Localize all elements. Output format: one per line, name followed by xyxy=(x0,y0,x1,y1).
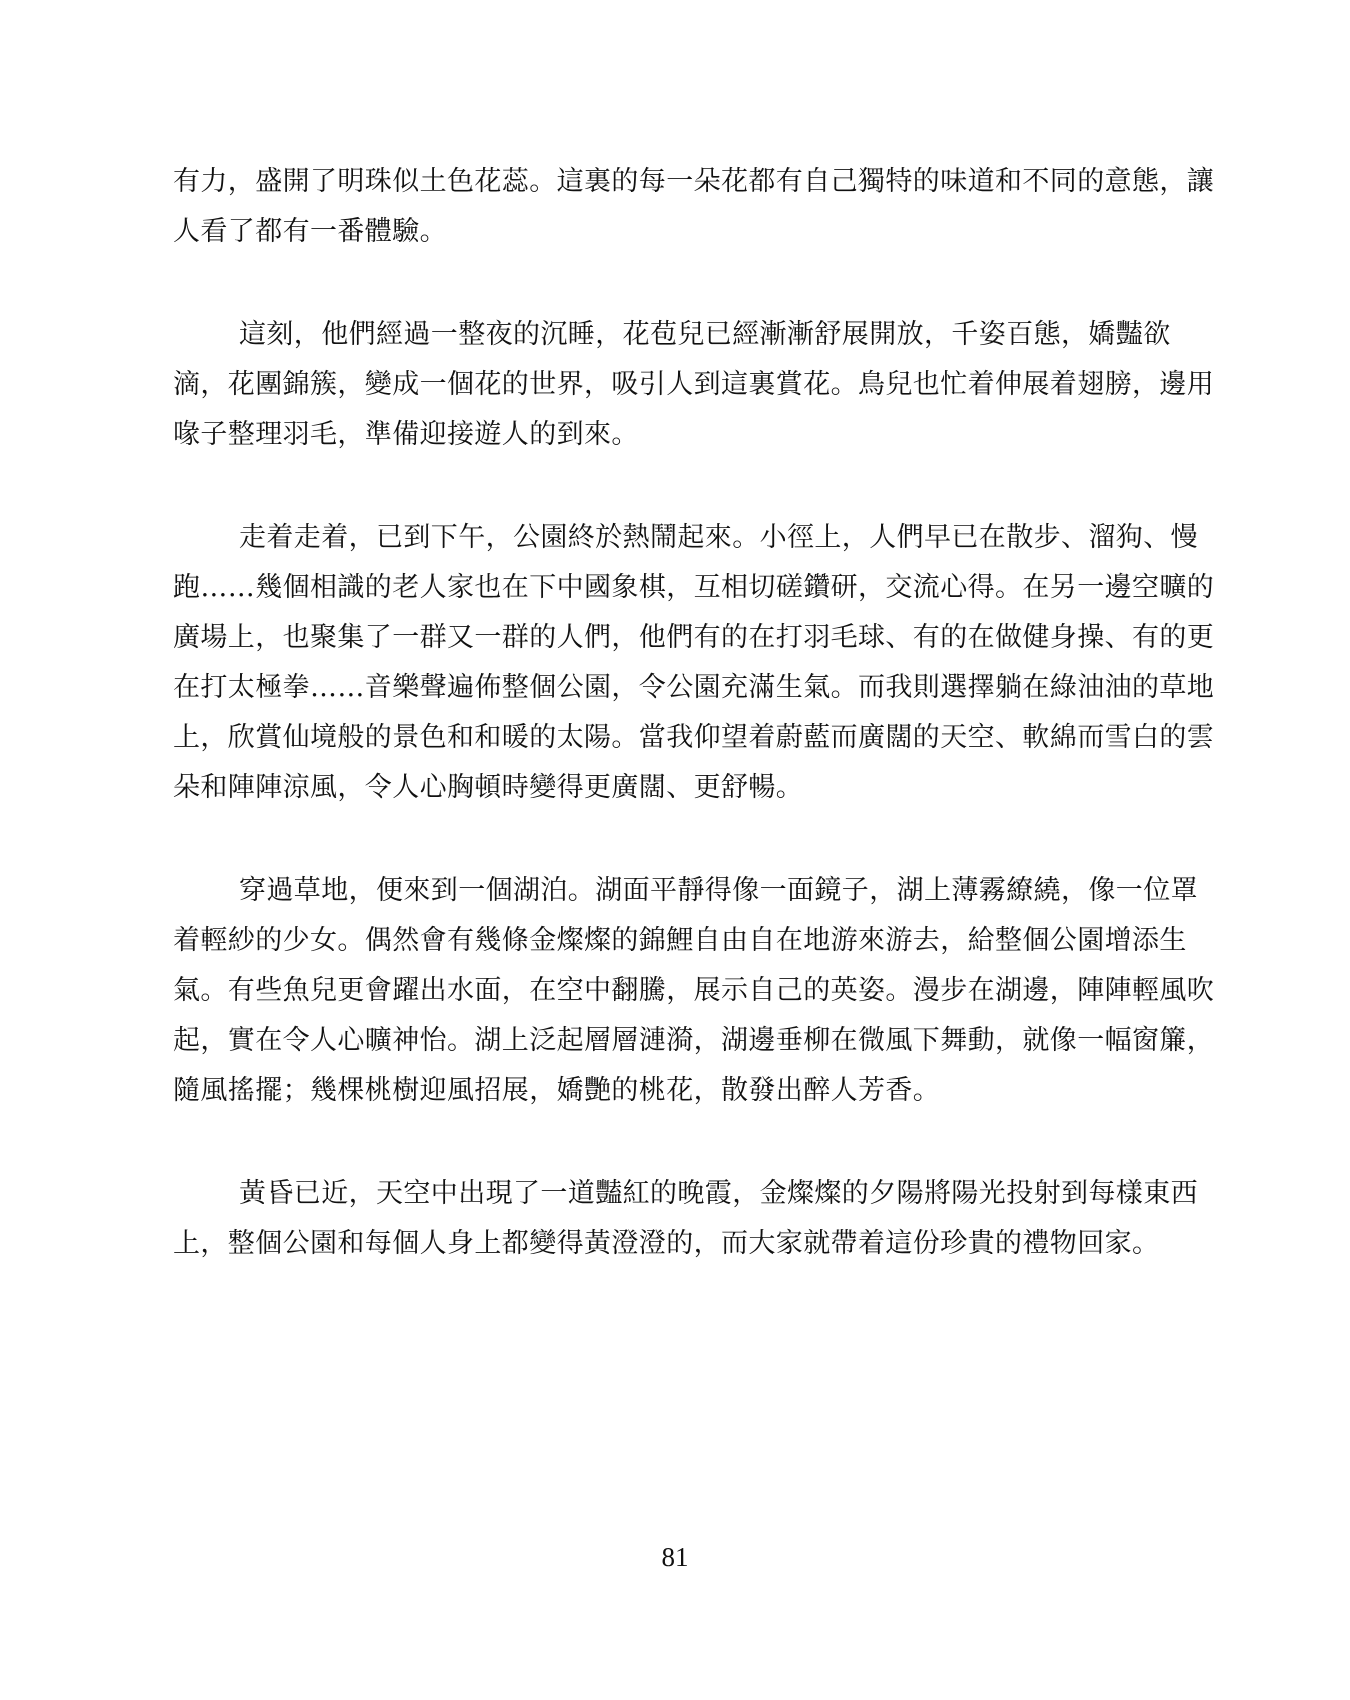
paragraph-1: 有力，盛開了明珠似土色花蕊。這裏的每一朵花都有自己獨特的味道和不同的意態，讓人看了都有一番體驗。 xyxy=(173,166,1215,247)
body-text xyxy=(173,157,1223,1322)
paragraph-4: 穿過草地，便來到一個湖泊。湖面平靜得像一面鏡子，湖上薄霧繚繞，像一位罩着輕紗的少女。偶然會有幾條金燦燦的錦鯉自由自在地游來游去，給整個公園增添生氣。有些魚兒更會躍出水面，在空中翻騰，展示自己的英姿。漫步在湖邊，陣陣輕風吹起，實在令人心曠神怡。湖上泛起層層漣漪，湖邊垂柳在微風下舞動，就像一幅窗簾，隨風搖擺；幾棵桃樹迎風招展，嬌艷的桃花，散發出醉人芳香。 xyxy=(173,875,1215,1106)
page-number: 81 xyxy=(661,1542,689,1572)
paragraph-5: 黃昏已近，天空中出現了一道豔紅的晚霞，金燦燦的夕陽將陽光投射到每樣東西上，整個公園和每個人身上都變得黃澄澄的，而大家就帶着這份珍貴的禮物回家。 xyxy=(173,1178,1198,1259)
paragraph-3: 走着走着，已到下午，公園終於熱鬧起來。小徑上，人們早已在散步、溜狗、慢跑……幾個相識的老人家也在下中國象棋，互相切磋鑽研，交流心得。在另一邊空曠的廣場上，也聚集了一群又一群的人們，他們有的在打羽毛球、有的在做健身操、有的更在打太極拳……音樂聲遍佈整個公園，令公園充滿生氣。而我則選擇躺在綠油油的草地上，欣賞仙境般的景色和和暖的太陽。當我仰望着蔚藍而廣闊的天空、軟綿而雪白的雲朵和陣陣涼風，令人心胸頓時變得更廣闊、更舒暢。 xyxy=(173,522,1215,803)
paragraph-2: 這刻，他們經過一整夜的沉睡，花苞兒已經漸漸舒展開放，千姿百態，嬌豔欲滴，花團錦簇，變成一個花的世界，吸引人到這裏賞花。鳥兒也忙着伸展着翅膀，邊用喙子整理羽毛，準備迎接遊人的到來。 xyxy=(173,319,1215,450)
